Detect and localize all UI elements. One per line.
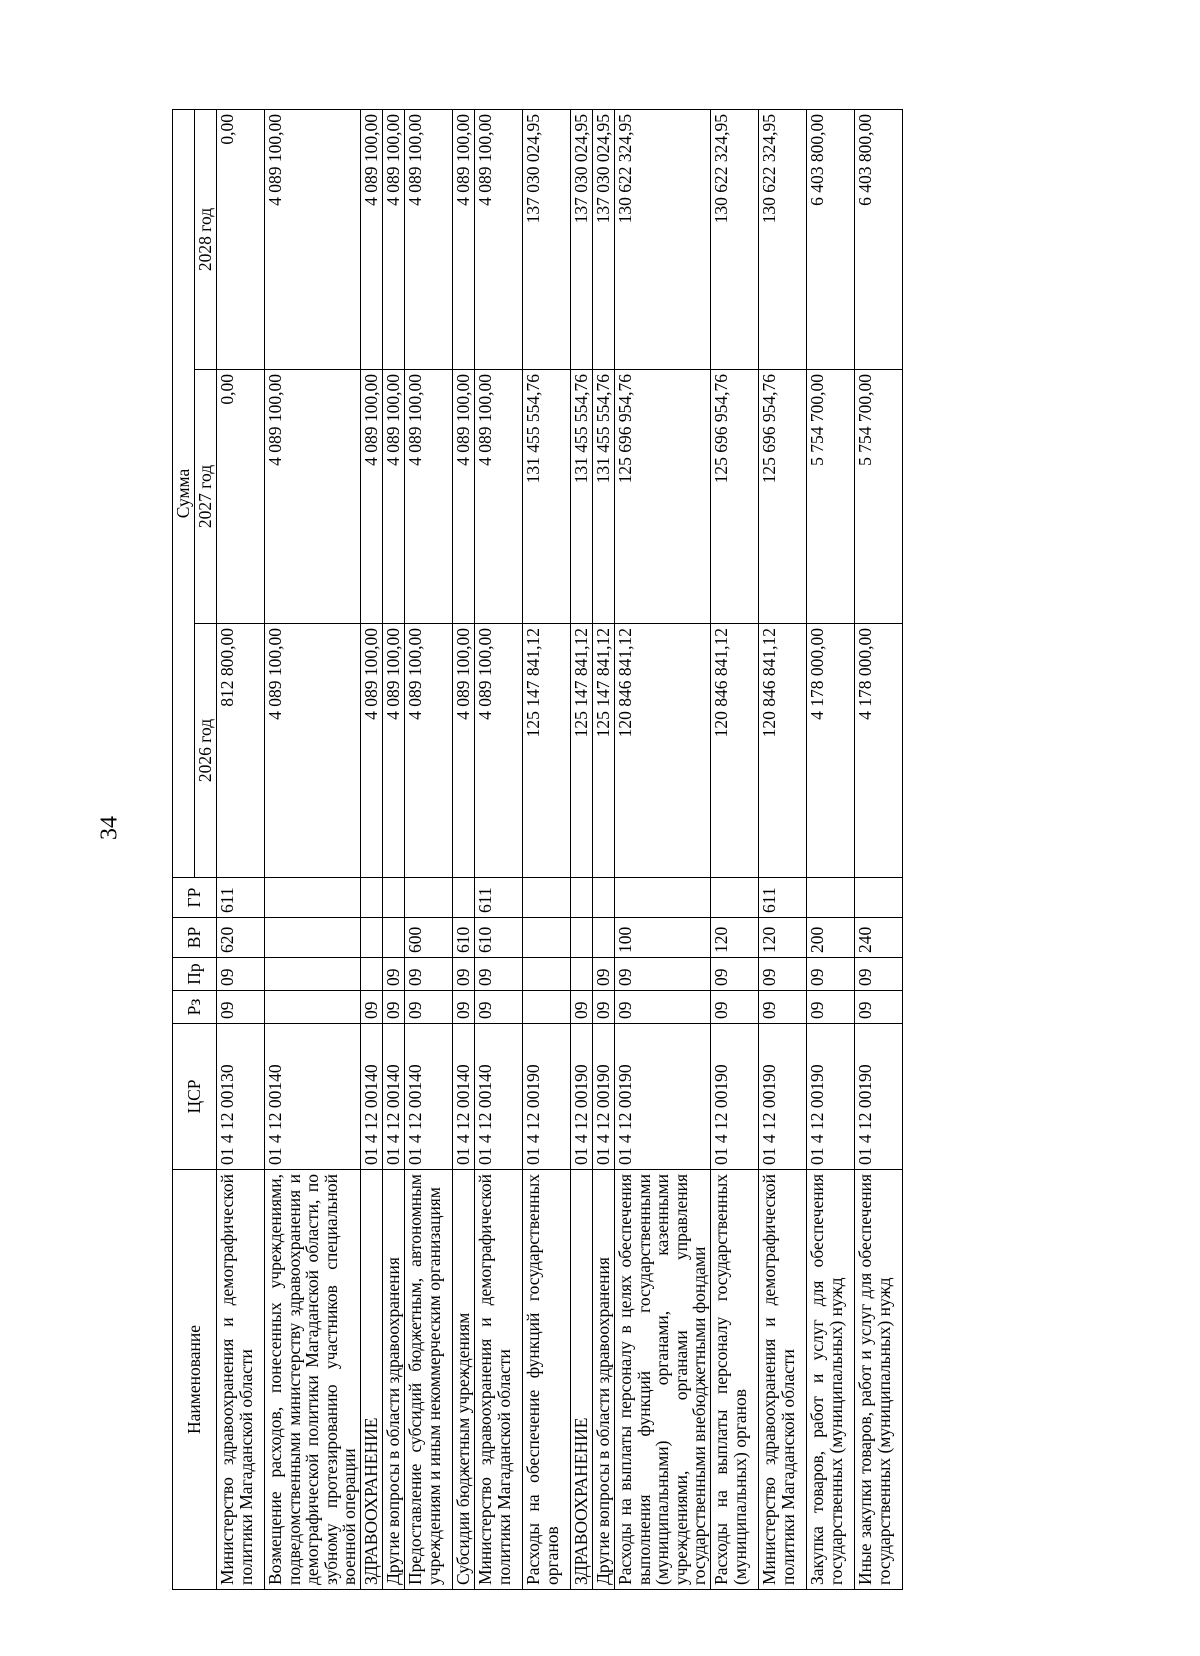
table-row (593, 109, 615, 1589)
row-gr (593, 878, 615, 918)
row-name: ЗДРАВООХРАНЕНИЕ (571, 1170, 593, 1590)
row-pr (571, 958, 593, 991)
row-2027: 125 696 954,76 (759, 370, 807, 624)
row-name: Другие вопросы в области здравоохранения (383, 1170, 405, 1590)
row-gr: 611 (759, 878, 807, 918)
row-2026: 4 089 100,00 (453, 624, 475, 878)
row-gr (265, 878, 361, 918)
row-rz: 09 (807, 991, 855, 1024)
row-2027: 4 089 100,00 (453, 370, 475, 624)
page-number: 34 (96, 816, 123, 840)
row-2027: 0,00 (217, 370, 265, 624)
row-2027: 125 696 954,76 (615, 370, 711, 624)
row-rz: 09 (475, 991, 523, 1024)
row-pr: 09 (807, 958, 855, 991)
row-vr: 120 (759, 918, 807, 958)
row-gr (571, 878, 593, 918)
row-vr (265, 918, 361, 958)
table-row (807, 109, 855, 1589)
row-2028: 4 089 100,00 (405, 109, 453, 369)
row-csr: 01 4 12 00140 (453, 1024, 475, 1170)
row-csr: 01 4 12 00140 (475, 1024, 523, 1170)
row-2027: 131 455 554,76 (523, 370, 571, 624)
header-2026: 2026 год (195, 624, 217, 878)
row-2028: 4 089 100,00 (475, 109, 523, 369)
budget-table (172, 109, 903, 1590)
row-2028: 130 622 324,95 (759, 109, 807, 369)
row-2027: 131 455 554,76 (593, 370, 615, 624)
row-csr: 01 4 12 00140 (405, 1024, 453, 1170)
row-gr (523, 878, 571, 918)
row-gr (453, 878, 475, 918)
row-2026: 120 846 841,12 (759, 624, 807, 878)
row-name: Министерство здравоохранения и демографической политики Магаданской области (475, 1170, 523, 1590)
row-csr: 01 4 12 00190 (523, 1024, 571, 1170)
row-name: Закупка товаров, работ и услуг для обеспечения государственных (муниципальных) нужд (807, 1170, 855, 1590)
row-name: Министерство здравоохранения и демографической политики Магаданской области (759, 1170, 807, 1590)
row-name: Расходы на выплаты персоналу государственных (муниципальных) органов (711, 1170, 759, 1590)
row-2027: 131 455 554,76 (571, 370, 593, 624)
header-2027: 2027 год (195, 370, 217, 624)
row-csr: 01 4 12 00190 (807, 1024, 855, 1170)
row-pr (523, 958, 571, 991)
row-csr: 01 4 12 00190 (759, 1024, 807, 1170)
row-gr (855, 878, 903, 918)
row-2026: 120 846 841,12 (711, 624, 759, 878)
row-gr (405, 878, 453, 918)
row-name: Расходы на выплаты персоналу в целях обеспечения выполнения функций государственными (муниципальными) органами, казенными учреждениями, органами управления государственными внебюджетными фондами (615, 1170, 711, 1590)
table-row (383, 109, 405, 1589)
row-2028: 130 622 324,95 (711, 109, 759, 369)
header-name: Наименование (173, 1170, 217, 1590)
row-gr (711, 878, 759, 918)
table-body (217, 109, 903, 1589)
row-2026: 4 089 100,00 (405, 624, 453, 878)
table-row (855, 109, 903, 1589)
row-rz: 09 (453, 991, 475, 1024)
row-2028: 137 030 024,95 (571, 109, 593, 369)
row-2028: 0,00 (217, 109, 265, 369)
table-row (217, 109, 265, 1589)
row-2026: 812 800,00 (217, 624, 265, 878)
row-2027: 4 089 100,00 (475, 370, 523, 624)
row-name: Министерство здравоохранения и демографической политики Магаданской области (217, 1170, 265, 1590)
row-2028: 4 089 100,00 (361, 109, 383, 369)
row-2028: 4 089 100,00 (383, 109, 405, 369)
table-row (615, 109, 711, 1589)
header-vr: ВР (173, 918, 217, 958)
row-gr (383, 878, 405, 918)
row-pr: 09 (217, 958, 265, 991)
row-rz: 09 (217, 991, 265, 1024)
row-vr: 200 (807, 918, 855, 958)
table-row (711, 109, 759, 1589)
row-vr: 610 (453, 918, 475, 958)
row-gr: 611 (475, 878, 523, 918)
row-2026: 4 089 100,00 (475, 624, 523, 878)
table-row (759, 109, 807, 1589)
row-vr: 600 (405, 918, 453, 958)
row-2026: 4 089 100,00 (383, 624, 405, 878)
header-pr: Пр (173, 958, 217, 991)
row-pr (361, 958, 383, 991)
row-rz (523, 991, 571, 1024)
row-name: Возмещение расходов, понесенных учреждениями, подведомственными министерству здравоохранения и демографической политики Магаданской области, по зубному протезированию участников специальной военной операции (265, 1170, 361, 1590)
row-2026: 120 846 841,12 (615, 624, 711, 878)
row-vr: 610 (475, 918, 523, 958)
row-pr: 09 (711, 958, 759, 991)
row-2027: 5 754 700,00 (807, 370, 855, 624)
row-vr: 240 (855, 918, 903, 958)
row-name: Предоставление субсидий бюджетным, автономным учреждениям и иным некоммерческим организациям (405, 1170, 453, 1590)
row-rz: 09 (593, 991, 615, 1024)
row-vr: 100 (615, 918, 711, 958)
row-vr (593, 918, 615, 958)
row-2027: 4 089 100,00 (265, 370, 361, 624)
row-pr: 09 (475, 958, 523, 991)
header-rz: Рз (173, 991, 217, 1024)
row-2026: 125 147 841,12 (523, 624, 571, 878)
row-name: ЗДРАВООХРАНЕНИЕ (361, 1170, 383, 1590)
row-rz: 09 (711, 991, 759, 1024)
row-pr: 09 (383, 958, 405, 991)
row-rz (265, 991, 361, 1024)
row-csr: 01 4 12 00140 (383, 1024, 405, 1170)
row-gr (807, 878, 855, 918)
header-csr: ЦСР (173, 1024, 217, 1170)
row-vr (523, 918, 571, 958)
row-csr: 01 4 12 00190 (855, 1024, 903, 1170)
row-2026: 4 089 100,00 (265, 624, 361, 878)
row-rz: 09 (405, 991, 453, 1024)
row-gr (361, 878, 383, 918)
row-vr (383, 918, 405, 958)
rotated-page-content (172, 110, 1042, 1590)
row-2028: 137 030 024,95 (523, 109, 571, 369)
row-rz: 09 (855, 991, 903, 1024)
row-name: Субсидии бюджетным учреждениям (453, 1170, 475, 1590)
row-gr (615, 878, 711, 918)
table-row (523, 109, 571, 1589)
row-vr: 120 (711, 918, 759, 958)
row-2026: 4 089 100,00 (361, 624, 383, 878)
row-vr (361, 918, 383, 958)
row-2027: 4 089 100,00 (361, 370, 383, 624)
row-pr: 09 (759, 958, 807, 991)
row-2027: 125 696 954,76 (711, 370, 759, 624)
row-vr: 620 (217, 918, 265, 958)
row-2027: 4 089 100,00 (383, 370, 405, 624)
table-row (265, 109, 361, 1589)
row-rz: 09 (571, 991, 593, 1024)
row-pr: 09 (855, 958, 903, 991)
header-2028: 2028 год (195, 109, 217, 369)
table-header (173, 109, 217, 1589)
row-gr: 611 (217, 878, 265, 918)
row-csr: 01 4 12 00130 (217, 1024, 265, 1170)
row-2026: 4 178 000,00 (807, 624, 855, 878)
row-pr: 09 (593, 958, 615, 991)
row-csr: 01 4 12 00190 (711, 1024, 759, 1170)
row-2028: 137 030 024,95 (593, 109, 615, 369)
table-row (405, 109, 453, 1589)
table-row (361, 109, 383, 1589)
row-2026: 125 147 841,12 (593, 624, 615, 878)
row-pr: 09 (615, 958, 711, 991)
row-2026: 125 147 841,12 (571, 624, 593, 878)
row-2026: 4 178 000,00 (855, 624, 903, 878)
header-gr: ГР (173, 878, 217, 918)
row-csr: 01 4 12 00190 (571, 1024, 593, 1170)
table-row (475, 109, 523, 1589)
row-rz: 09 (615, 991, 711, 1024)
row-2027: 5 754 700,00 (855, 370, 903, 624)
row-csr: 01 4 12 00190 (615, 1024, 711, 1170)
row-2028: 4 089 100,00 (265, 109, 361, 369)
row-2027: 4 089 100,00 (405, 370, 453, 624)
row-csr: 01 4 12 00190 (593, 1024, 615, 1170)
row-rz: 09 (383, 991, 405, 1024)
row-name: Расходы на обеспечение функций государственных органов (523, 1170, 571, 1590)
row-csr: 01 4 12 00140 (361, 1024, 383, 1170)
row-2028: 4 089 100,00 (453, 109, 475, 369)
row-csr: 01 4 12 00140 (265, 1024, 361, 1170)
row-vr (571, 918, 593, 958)
table-row (453, 109, 475, 1589)
row-name: Иные закупки товаров, работ и услуг для обеспечения государственных (муниципальных) нужд (855, 1170, 903, 1590)
row-rz: 09 (361, 991, 383, 1024)
table-row (571, 109, 593, 1589)
row-name: Другие вопросы в области здравоохранения (593, 1170, 615, 1590)
row-2028: 130 622 324,95 (615, 109, 711, 369)
row-2028: 6 403 800,00 (807, 109, 855, 369)
header-sum: Сумма (173, 109, 195, 877)
row-pr: 09 (453, 958, 475, 991)
row-2028: 6 403 800,00 (855, 109, 903, 369)
row-rz: 09 (759, 991, 807, 1024)
row-pr: 09 (405, 958, 453, 991)
row-pr (265, 958, 361, 991)
